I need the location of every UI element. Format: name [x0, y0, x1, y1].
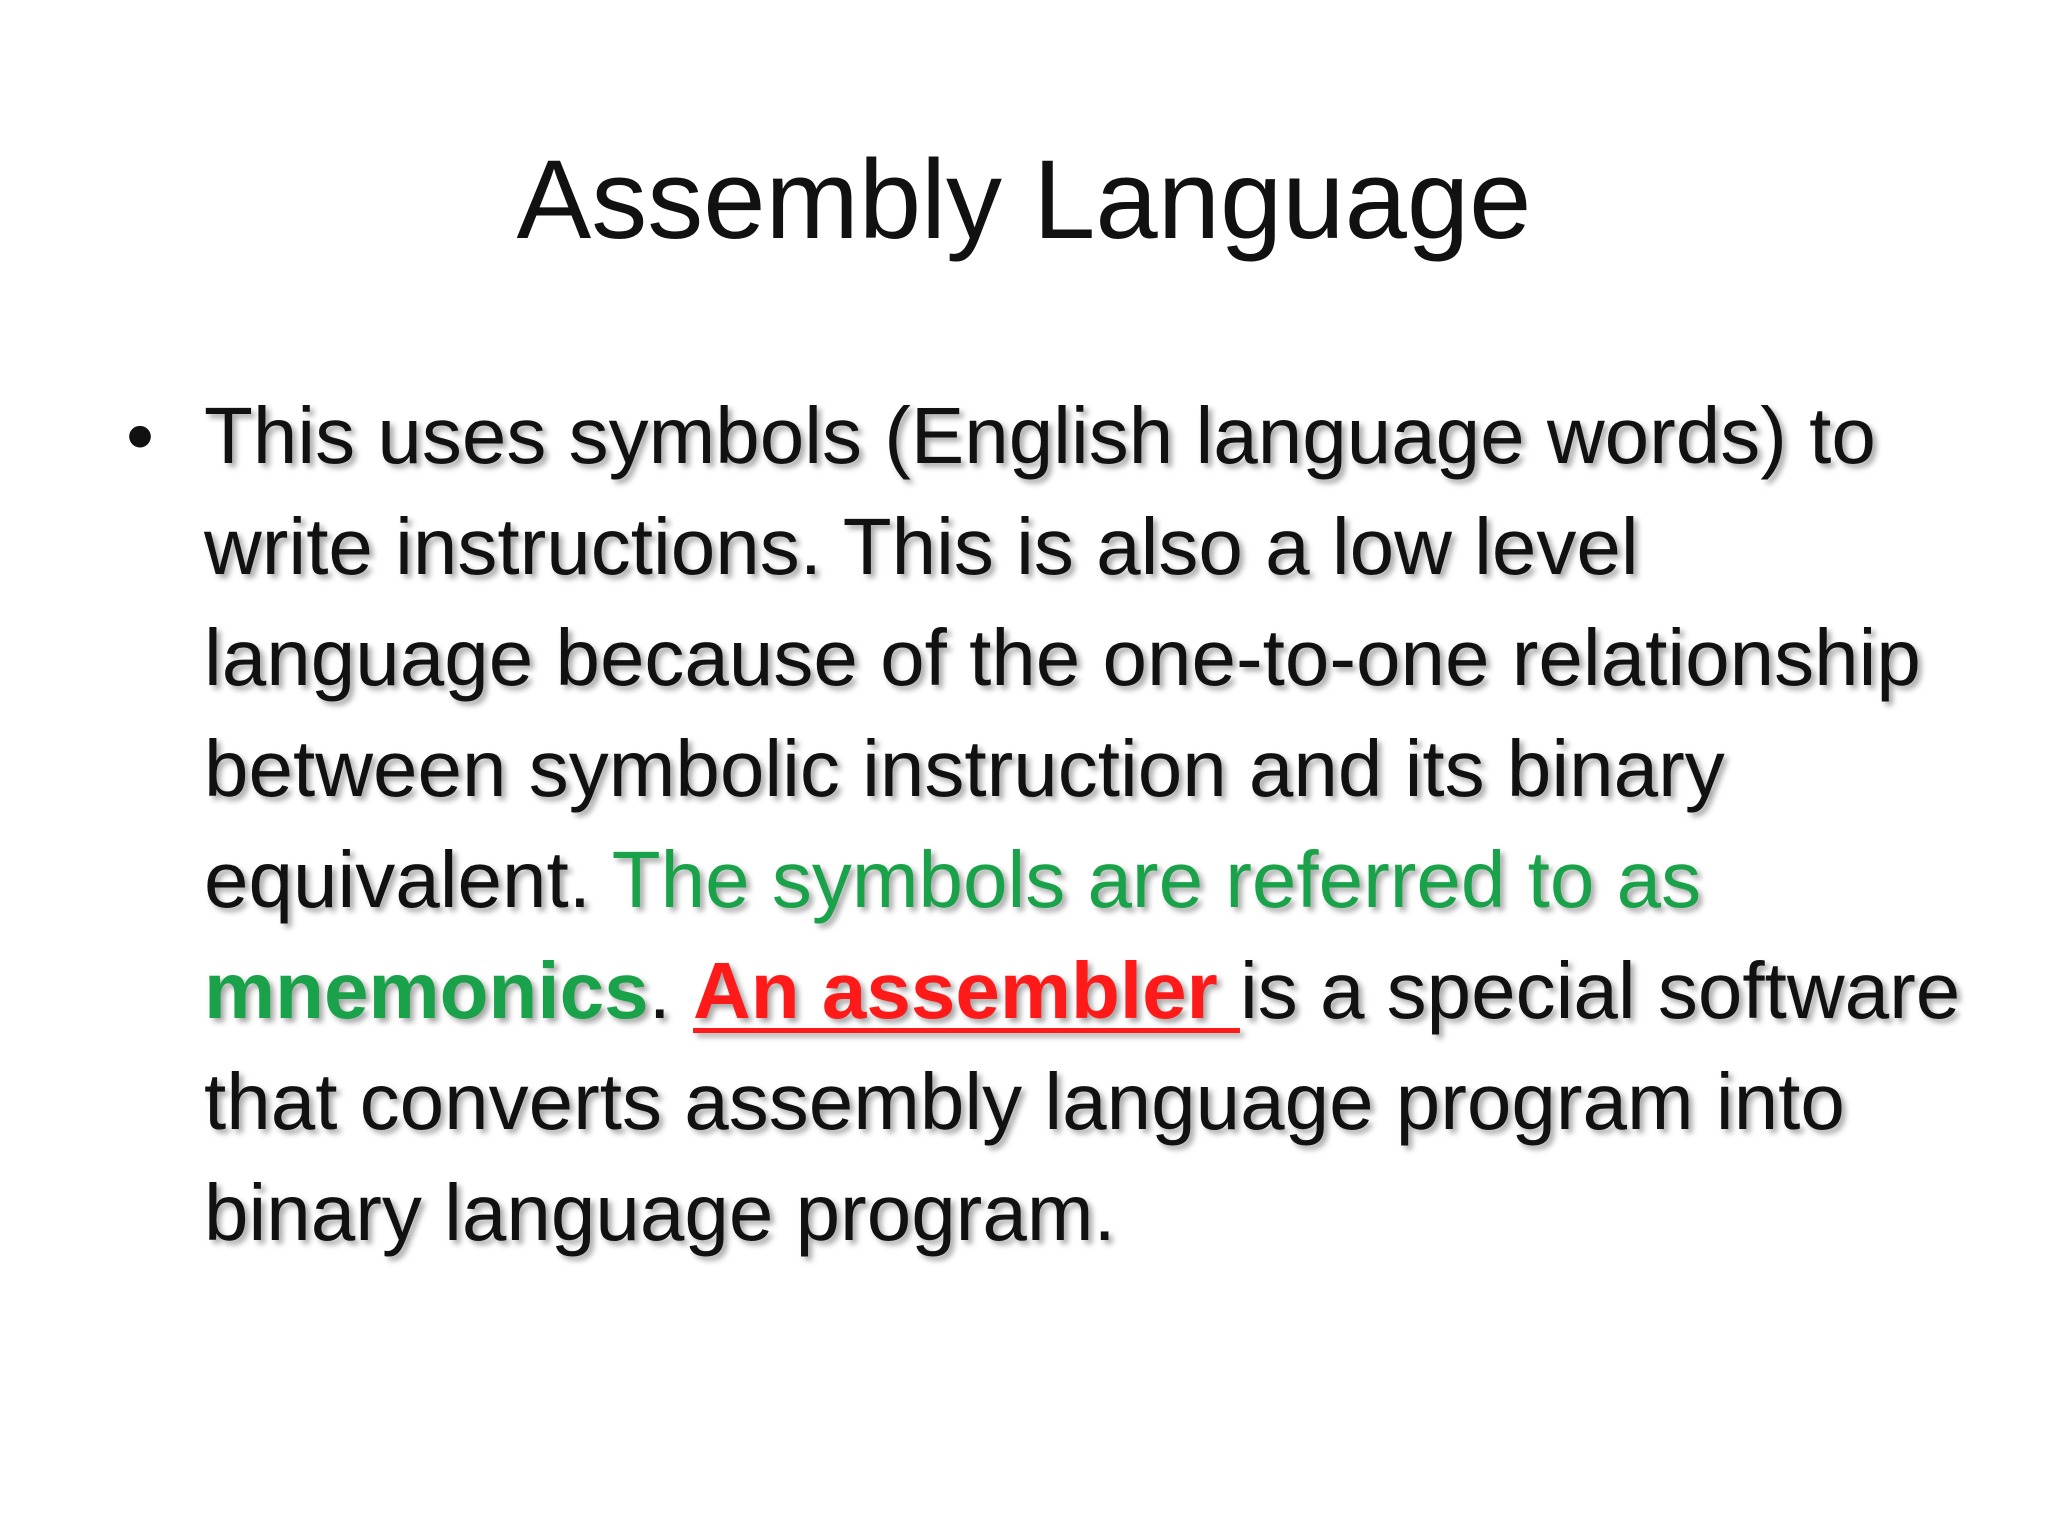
bullet-text-intro: This uses symbols (English language words) to write instructions. This is also a low level language because of the one-to-one relationship between symbolic instruction and its binary equivalent.	[204, 391, 1921, 924]
bullet-text-green: The symbols are referred to as	[611, 835, 1702, 924]
bullet-list	[120, 380, 1970, 1268]
bullet-text-conclusion: is a special software that converts assembly language program into binary language program.	[204, 946, 1961, 1257]
bullet-dot-icon: •	[126, 391, 155, 480]
slide-title: Assembly Language	[516, 137, 1532, 262]
keyword-mnemonics: mnemonics	[204, 946, 649, 1035]
bullet-item	[120, 380, 1970, 1268]
bullet-text-period: .	[648, 946, 694, 1035]
keyword-assembler: An assembler	[693, 946, 1240, 1035]
